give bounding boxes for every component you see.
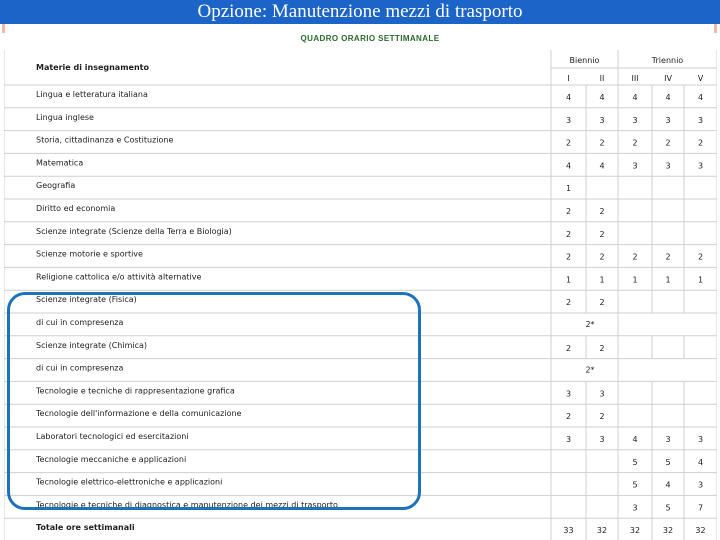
table-row [36, 204, 605, 216]
hours-cell: 7 [697, 503, 704, 513]
hours-cell: 3 [665, 435, 671, 444]
hours-cell: 2 [565, 412, 572, 422]
hours-cell: 2 [665, 138, 671, 148]
hours-cell: 2 [565, 138, 572, 148]
hours-cell: 3 [599, 115, 605, 125]
hours-cell: 4 [565, 93, 572, 102]
slide-title: Opzione: Manutenzione mezzi di trasporto [197, 1, 523, 22]
hours-cell: 2 [632, 252, 638, 262]
table-row [36, 113, 703, 125]
hours-cell: 2 [565, 343, 572, 353]
corner-accent-right [714, 24, 717, 33]
hours-cell: 5 [665, 503, 671, 513]
row-label: Scienze motorie e sportive [36, 249, 143, 259]
year-header-5: V [697, 74, 704, 83]
hours-cell: 2 [599, 343, 605, 353]
row-label: Scienze integrate (Chimica) [36, 340, 148, 350]
row-label: Geografia [36, 181, 76, 191]
row-label: Tecnologie dell'informazione e della comunicazione [36, 409, 242, 419]
hours-cell: 1 [665, 275, 671, 285]
hours-cell: 4 [632, 93, 638, 102]
table-row [36, 136, 703, 148]
hours-cell: 1 [632, 275, 638, 285]
hours-cell: 1 [565, 184, 572, 194]
row-label: di cui in compresenza [36, 363, 124, 373]
hours-cell: 3 [697, 435, 704, 444]
hours-cell: 3 [665, 115, 671, 125]
row-label: Tecnologie e tecniche di rappresentazione grafica [36, 386, 235, 396]
row-label: Religione cattolica e/o attività alternative [36, 272, 202, 282]
table-row [36, 181, 571, 193]
table-row [36, 158, 703, 170]
hours-cell: 2 [599, 412, 605, 422]
row-label: Tecnologie e tecniche di diagnostica e manutenzione dei mezzi di trasporto [36, 500, 338, 510]
hours-cell: 4 [665, 93, 671, 102]
hours-cell: 5 [665, 457, 671, 467]
hours-cell: 3 [599, 435, 605, 444]
hours-cell: 4 [632, 435, 638, 444]
row-label: Scienze integrate (Scienze della Terra e Biologia) [36, 226, 232, 236]
table-row [36, 250, 703, 262]
hours-cell: 32 [596, 526, 608, 536]
hours-cell: 3 [632, 161, 638, 171]
year-header-2: II [599, 74, 605, 83]
hours-cell: 3 [632, 115, 638, 125]
row-label: Totale ore settimanali [36, 523, 135, 533]
year-header-1: I [567, 74, 570, 83]
hours-cell: 2 [599, 252, 605, 262]
hours-cell: 33 [563, 526, 574, 536]
highlight-frame [7, 292, 421, 510]
row-label: di cui in compresenza [36, 318, 124, 327]
table-heading: QUADRO ORARIO SETTIMANALE [300, 34, 440, 43]
hours-cell: 1 [565, 275, 572, 285]
hours-cell: 32 [695, 526, 706, 536]
table-row [36, 272, 703, 284]
hours-cell: 2 [599, 298, 605, 308]
hours-cell: 3 [697, 161, 704, 171]
hours-cell: 4 [599, 93, 605, 102]
hours-cell: 2 [599, 138, 605, 148]
row-label: Storia, cittadinanza e Costituzione [36, 135, 174, 145]
row-label: Scienze integrate (Fisica) [36, 295, 137, 305]
hours-cell: 5 [632, 480, 638, 490]
hours-cell: 2 [599, 229, 605, 239]
hours-cell: 3 [697, 480, 704, 490]
compresenza-hours: 2* [585, 365, 595, 375]
row-label: Tecnologie elettrico-elettroniche e applicazioni [36, 477, 223, 487]
corner-accent-left [2, 24, 5, 33]
table-row [36, 90, 703, 102]
hours-cell: 4 [697, 93, 704, 102]
hours-cell: 2 [697, 252, 704, 262]
table-row [36, 227, 605, 239]
hours-cell: 32 [662, 526, 674, 536]
triennio-header: Triennio [651, 56, 684, 65]
hours-cell: 1 [697, 275, 704, 285]
hours-cell: 4 [697, 457, 704, 467]
hours-cell: 2 [599, 207, 605, 216]
hours-cell: 3 [632, 503, 638, 513]
year-header-3: III [631, 74, 639, 83]
row-label: Lingua inglese [36, 112, 94, 122]
hours-cell: 32 [629, 526, 641, 536]
row-label: Lingua e letteratura italiana [36, 90, 148, 99]
year-header-4: IV [664, 74, 672, 83]
row-label: Tecnologie meccaniche e applicazioni [36, 454, 187, 464]
hours-cell: 4 [565, 161, 572, 171]
row-label: Matematica [36, 158, 84, 168]
hours-cell: 3 [565, 435, 572, 444]
row-label: Laboratori tecnologici ed esercitazioni [36, 432, 189, 441]
hours-cell: 4 [665, 480, 671, 490]
hours-cell: 2 [565, 207, 572, 216]
row-label: Diritto ed economia [36, 204, 116, 213]
hours-cell: 3 [599, 389, 605, 399]
hours-cell: 1 [599, 275, 605, 285]
hours-cell: 3 [697, 115, 704, 125]
subjects-column-header: Materie di insegnamento [36, 63, 149, 72]
hours-cell: 3 [565, 389, 572, 399]
hours-cell: 4 [599, 161, 605, 171]
hours-cell: 2 [565, 252, 572, 262]
hours-cell: 2 [565, 229, 572, 239]
hours-cell: 2 [665, 252, 671, 262]
hours-cell: 2 [565, 298, 572, 308]
hours-cell: 2 [632, 138, 638, 148]
table-row [36, 523, 706, 535]
compresenza-hours: 2* [585, 320, 595, 329]
biennio-header: Biennio [569, 56, 600, 65]
hours-cell: 5 [632, 457, 638, 467]
hours-cell: 3 [665, 161, 671, 171]
hours-cell: 2 [697, 138, 704, 148]
hours-cell: 3 [565, 115, 572, 125]
